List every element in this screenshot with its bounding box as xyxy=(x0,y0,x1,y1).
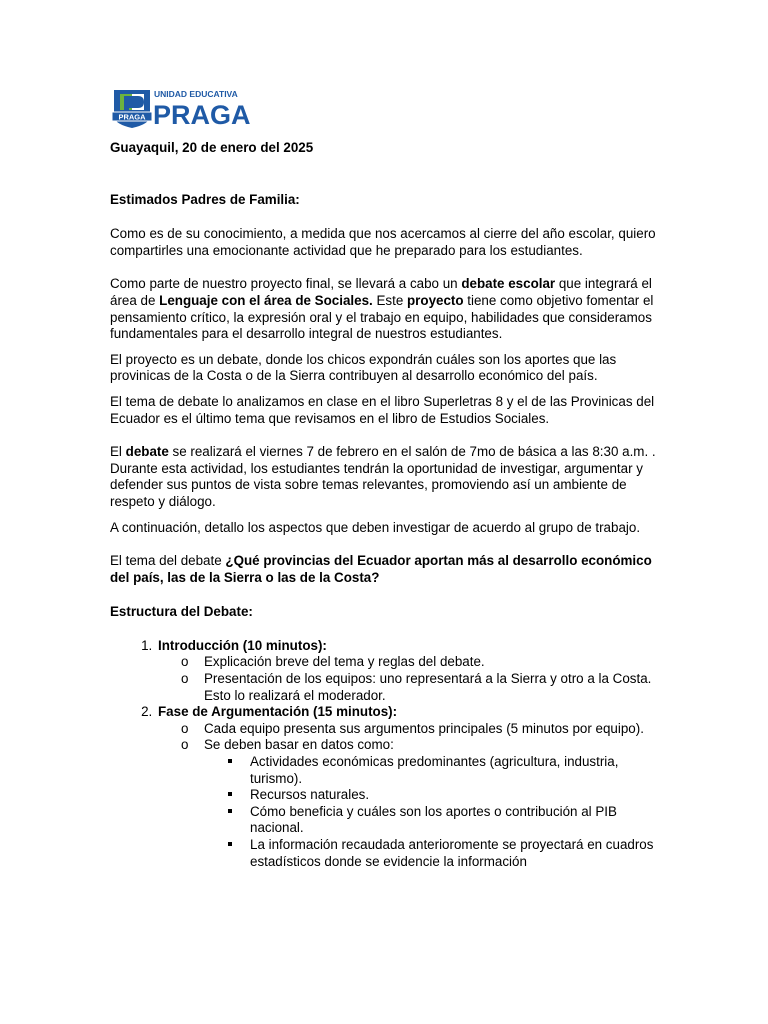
letter-date: Guayaquil, 20 de enero del 2025 xyxy=(110,140,314,155)
logo-name: PRAGA xyxy=(153,100,251,130)
list-item: o Explicación breve del tema y reglas del debate. xyxy=(204,654,670,671)
structure-section xyxy=(156,638,670,704)
list-item-text: Se deben basar en datos como: xyxy=(204,737,394,753)
sub-list-item: Actividades económicas predominantes (agricultura, industria, turismo). xyxy=(250,754,670,787)
paragraph-2 xyxy=(110,276,670,342)
list-item: o Presentación de los equipos: uno representará a la Sierra y otro a la Costa. Esto lo realizará el moderador. xyxy=(204,671,670,704)
list-item: o Cada equipo presenta sus argumentos principales (5 minutos por equipo). xyxy=(204,721,670,738)
paragraph-2-bold: Lenguaje con el área de Sociales. xyxy=(159,292,373,308)
structure-list xyxy=(110,638,670,870)
debate-topic xyxy=(110,553,670,586)
paragraph-5 xyxy=(110,444,670,510)
greeting: Estimados Padres de Familia: xyxy=(110,191,300,207)
sub-items xyxy=(204,754,670,870)
sub-list-item: Recursos naturales. xyxy=(250,787,670,804)
paragraph-2-part: Como parte de nuestro proyecto final, se llevará a cabo un xyxy=(110,276,462,292)
paragraph-2-part: Este xyxy=(372,292,407,308)
paragraph-2-bold: debate escolar xyxy=(461,276,556,292)
section-items xyxy=(158,654,670,704)
list-item xyxy=(204,737,670,870)
paragraph-1: Como es de su conocimiento, a medida que nos acercamos al cierre del año escolar, quiero compartirles una emocionante actividad que he preparado para los estudiantes. xyxy=(110,226,656,258)
paragraph-5-part: se realizará el viernes 7 de febrero en el salón de 7mo de básica a las 8:30 a.m. . Durante esta actividad, los estudiantes tendrán la oportunidad de investigar, argumentar y defender sus puntos de vista sobre temas relevantes, promoviendo así un ambiente de respeto y diálogo. xyxy=(110,444,656,509)
school-logo xyxy=(110,86,260,130)
structure-title: Estructura del Debate: xyxy=(110,604,253,620)
sub-list-item: Cómo beneficia y cuáles son los aportes o contribución al PIB nacional. xyxy=(250,804,670,837)
paragraph-2-bold: proyecto xyxy=(407,292,464,308)
paragraph-5-part: El xyxy=(110,444,126,460)
paragraph-3: El proyecto es un debate, donde los chicos expondrán cuáles son los aportes que las provinicas de la Costa o de la Sierra contribuyen al desarrollo económico del país. xyxy=(110,351,617,384)
structure-section xyxy=(156,704,670,870)
debate-topic-question: ¿Qué provincias del Ecuador aportan más al desarrollo económico del país, las de la Sierra o las de la Costa? xyxy=(110,553,652,585)
debate-topic-intro: El tema del debate xyxy=(110,553,226,569)
section-title: Fase de Argumentación (15 minutos): xyxy=(158,704,398,720)
sub-list-item: La información recaudada anterioromente se proyectará en cuadros estadísticos donde se evidencie la información xyxy=(250,837,670,870)
logo-badge-text: PRAGA xyxy=(118,112,146,122)
section-title: Introducción (10 minutos): xyxy=(158,637,327,653)
paragraph-4: El tema de debate lo analizamos en clase en el libro Superletras 8 y el de las Provinicas del Ecuador es el último tema que revisamos en el libro de Estudios Sociales. xyxy=(110,393,655,426)
paragraph-2-part: tiene como objetivo fomentar el pensamiento crítico, la expresión oral y el trabajo en equipo, habilidades que consideramos fundamentales para el desarrollo integral de nuestros estudiantes. xyxy=(110,292,654,342)
logo-top-text: UNIDAD EDUCATIVA xyxy=(154,89,238,99)
paragraph-5-bold: debate xyxy=(125,444,169,460)
paragraph-6: A continuación, detallo los aspectos que deben investigar de acuerdo al grupo de trabajo. xyxy=(110,519,641,535)
section-items xyxy=(158,721,670,870)
letter-body xyxy=(110,140,670,870)
paragraph-2-part: que integrará el área de xyxy=(110,276,652,308)
